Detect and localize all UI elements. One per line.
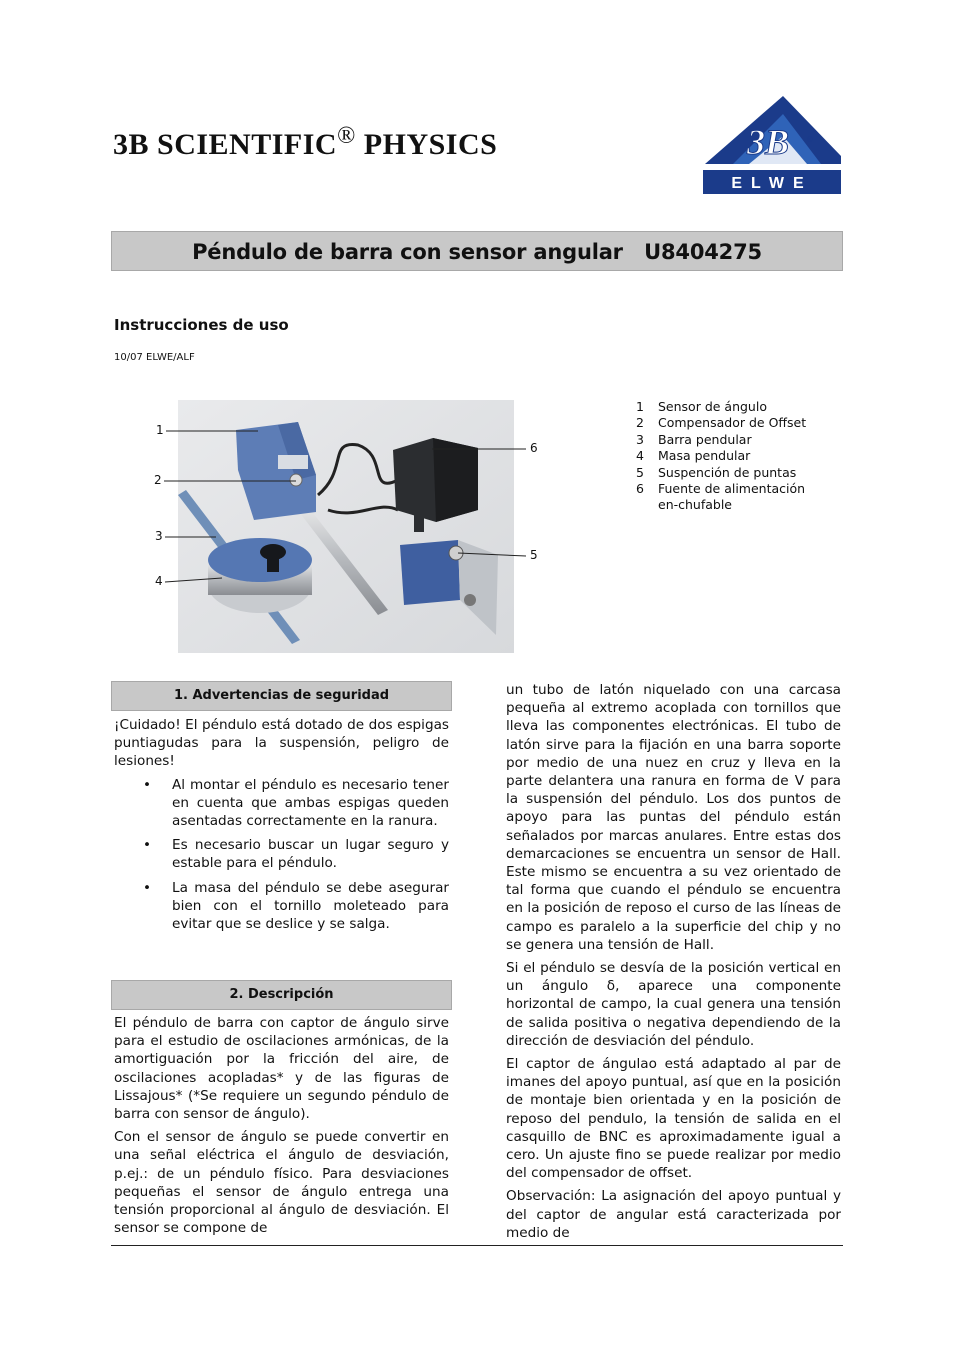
legend-text: Sensor de ángulo bbox=[658, 399, 767, 414]
legend-number: 4 bbox=[636, 448, 644, 464]
legend-text: Barra pendular bbox=[658, 431, 752, 447]
title-bar bbox=[111, 231, 843, 271]
legend-number: 5 bbox=[636, 464, 644, 480]
logo-3b-text: 3B bbox=[747, 122, 790, 162]
safety-list bbox=[114, 776, 449, 934]
legend-text: Masa pendular bbox=[658, 448, 751, 464]
safety-bullet: • Es necesario buscar un lugar seguro y estable para el péndulo. bbox=[114, 836, 449, 872]
description-paragraph: Observación: La asignación del apoyo puntual y del captor de angular está caracterizada por medio de bbox=[506, 1188, 841, 1241]
safety-text bbox=[114, 716, 449, 939]
description-text bbox=[114, 1014, 449, 1242]
legend-item bbox=[636, 465, 836, 481]
legend-number: 3 bbox=[636, 431, 644, 447]
description-paragraph: El captor de ángulao está adaptado al par de imanes del apoyo puntual, así que en la posición de montaje bien orientada y en la posición de reposo del pendulo, la tensión de salida en el casquillo de BNC es aproximadamente igual a cero. Un ajuste fino se puede realizar por medio del compensador de offset. bbox=[506, 1056, 841, 1182]
callout-3: 3 bbox=[155, 529, 163, 543]
callout-2: 2 bbox=[154, 473, 162, 487]
safety-bullet: • Al montar el péndulo es necesario tener en cuenta que ambas espigas queden asentadas correctamente en la ranura. bbox=[114, 776, 449, 831]
logo-elwe-text: ELWE bbox=[731, 175, 813, 192]
version-code: 10/07 ELWE/ALF bbox=[114, 352, 195, 363]
legend-number: 1 bbox=[636, 399, 644, 414]
legend-text: Fuente de alimentación en-chufable bbox=[658, 481, 806, 513]
parts-legend bbox=[636, 399, 836, 514]
legend-item bbox=[636, 481, 836, 514]
callout-4: 4 bbox=[155, 574, 163, 588]
document-title: Péndulo de barra con sensor angular U8404275 bbox=[192, 240, 762, 264]
legend-number: 2 bbox=[636, 415, 644, 431]
right-column-text bbox=[506, 681, 841, 1247]
footer-rule bbox=[111, 1245, 843, 1246]
brand-main: 3B SCIENTIFIC bbox=[113, 128, 338, 161]
legend-item bbox=[636, 448, 836, 464]
safety-bullet: • La masa del péndulo se debe asegurar bien con el tornillo moleteado para evitar que se deslice y se salga. bbox=[114, 879, 449, 934]
description-paragraph: un tubo de latón niquelado con una carcasa pequeña al extremo acoplada con tornillos que lleva las componentes electrónicas. El tubo de latón sirve para la fijación en una barra soporte por medio de una nuez en cruz y lleva en la parte delantera una ranura en forma de V para la suspensión del péndulo. Los dos puntos de apoyo para las puntas del péndulo están señalados por marcas anulares. Entre estas dos demarcaciones se encuentra un sensor de Hall. Este mismo se encuentra a su vez orientado de tal forma que cuando el péndulo se encuentra en la posición de reposo el curso de las líneas de campo es paralelo a la superficie del chip y no se genera una tensión de Hall. bbox=[506, 682, 841, 953]
legend-item bbox=[636, 399, 836, 415]
legend-item bbox=[636, 415, 836, 431]
elwe-logo bbox=[703, 96, 841, 194]
legend-text: Suspención de puntas bbox=[658, 464, 797, 480]
callout-5: 5 bbox=[530, 548, 538, 562]
description-paragraph: El péndulo de barra con captor de ángulo sirve para el estudio de oscilaciones armónicas, de la amortiguación por la fricción del aire, de oscilaciones acopladas* y de las figuras de Lissajous* (*Se requiere un segundo péndulo de barra con sensor de ángulo). bbox=[114, 1015, 449, 1123]
legend-text: Compensador de Offset bbox=[658, 415, 807, 431]
safety-intro: ¡Cuidado! El péndulo está dotado de dos espigas puntiagudas para la suspensión, peligro de lesiones! bbox=[114, 717, 449, 770]
brand-tail: PHYSICS bbox=[355, 128, 498, 161]
instructions-heading: Instrucciones de uso bbox=[114, 316, 289, 334]
section-heading-description: 2. Descripción bbox=[111, 980, 452, 1010]
description-paragraph: Si el péndulo se desvía de la posición vertical en un ángulo δ, aparece una componente horizontal de campo, la cual genera una tensión de salida positiva o negativa dependiendo de la dirección de desviación del péndulo. bbox=[506, 960, 841, 1049]
brand-title bbox=[113, 123, 498, 162]
legend-item bbox=[636, 432, 836, 448]
logo-registered: ® bbox=[807, 135, 813, 144]
product-photo bbox=[178, 400, 514, 653]
callout-6: 6 bbox=[530, 441, 538, 455]
brand-registered: ® bbox=[337, 123, 356, 149]
legend-number: 6 bbox=[636, 481, 644, 497]
callout-1: 1 bbox=[156, 423, 164, 437]
section-heading-safety: 1. Advertencias de seguridad bbox=[111, 681, 452, 711]
description-paragraph: Con el sensor de ángulo se puede convertir en una señal eléctrica el ángulo de desviación, p.ej.: de un péndulo físico. Para desviaciones pequeñas el sensor de ángulo entrega una tensión proporcional al ángulo de desviación. El sensor se compone de bbox=[114, 1129, 449, 1237]
